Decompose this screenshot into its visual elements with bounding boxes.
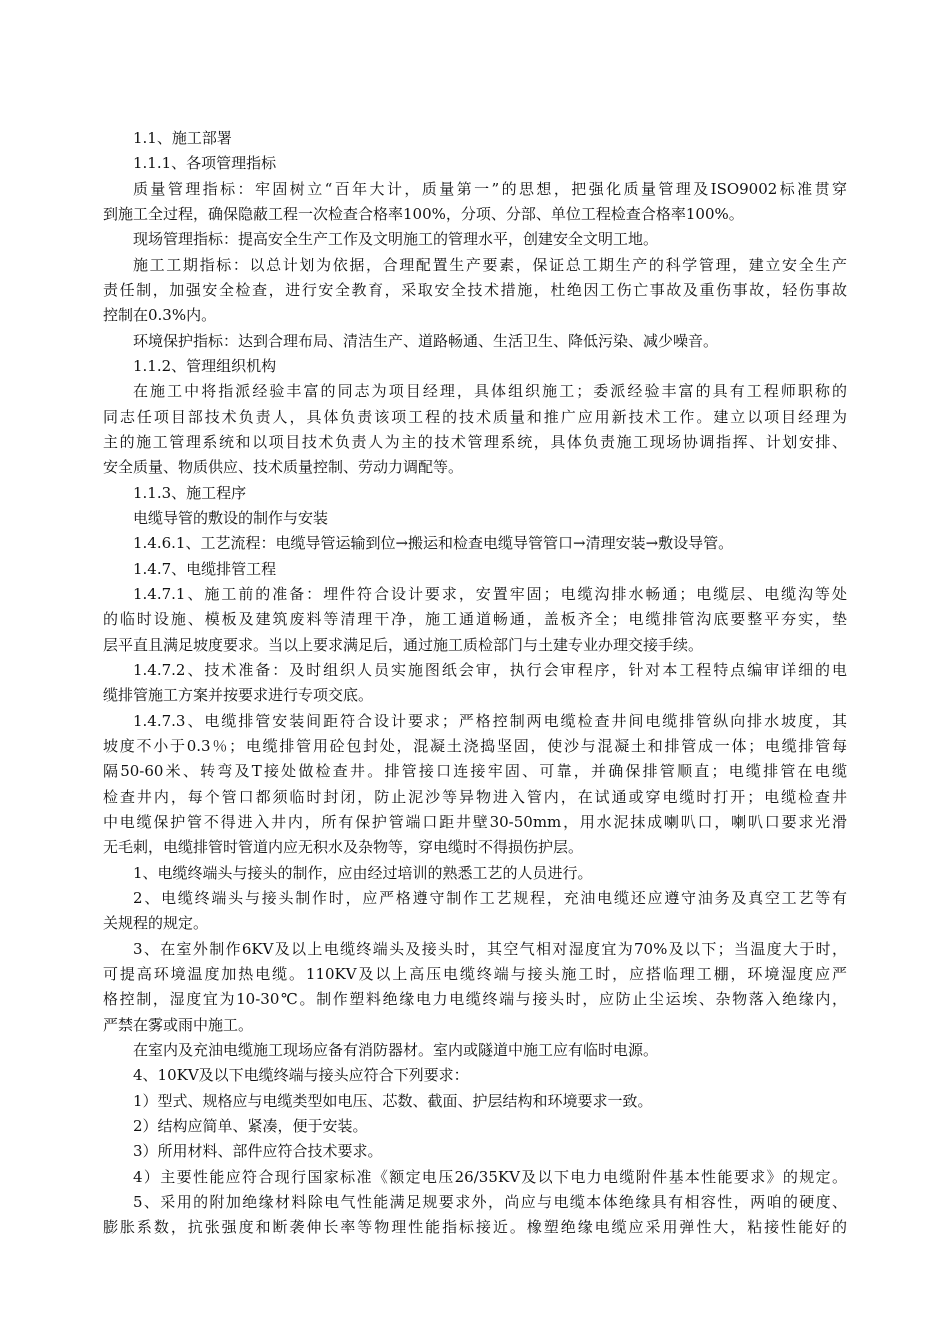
text-line: 5、采用的附加绝缘材料除电气性能满足规要求外，尚应与电缆本体绝缘具有相容性，两咱的硬度、 [133, 1193, 847, 1211]
text-line: 严禁在雾或雨中施工。 [103, 1016, 254, 1034]
text-line: 层平直且满足坡度要求。当以上要求满足后，通过施工质检部门与土建专业办理交接手续。 [103, 636, 704, 654]
heading-1-1-1: 1.1.1、各项管理指标 [133, 154, 277, 172]
text-line: 1.4.7.2、技术准备：及时组织人员实施图纸会审，执行会审程序，针对本工程特点编审详细的电 [133, 661, 847, 679]
text-line: 可提高环境温度加热电缆。110KV及以上高压电缆终端与接头施工时，应搭临理工棚，环境湿度应严 [103, 965, 847, 983]
text-line: 到施工全过程，确保隐蔽工程一次检查合格率100%，分项、分部、单位工程检查合格率100%。 [103, 205, 744, 223]
text-line: 1.4.7.1、施工前的准备：埋件符合设计要求，安置牢固；电缆沟排水畅通；电缆层、电缆沟等处 [133, 585, 847, 603]
text-line: 隔50-60米、转弯及T接处做检查井。排管接口连接牢固、可靠，并确保排管顺直；电缆排管在电缆 [103, 762, 847, 780]
text-line: 关规程的规定。 [103, 914, 209, 932]
text-line: 1.4.7.3、电缆排管安装间距符合设计要求；严格控制两电缆检查井间电缆排管纵向排水坡度，其 [133, 712, 847, 730]
text-line: 4、10KV及以下电缆终端与接头应符合下列要求： [133, 1066, 469, 1084]
text-line: 3）所用材料、部件应符合技术要求。 [133, 1142, 383, 1160]
text-line: 同志任项目部技术负责人，具体负责该项工程的技术质量和推广应用新技术工作。建立以项目经理为 [103, 408, 847, 426]
text-line: 环境保护指标：达到合理布局、清洁生产、道路畅通、生活卫生、降低污染、减少噪音。 [133, 332, 719, 350]
text-line: 检查井内，每个管口都须临时封闭，防止泥沙等异物进入管内，在试通或穿电缆时打开；电缆检查井 [103, 788, 847, 806]
text-line: 在室内及充油电缆施工现场应备有消防器材。室内或隧道中施工应有临时电源。 [133, 1041, 659, 1059]
text-line: 质量管理指标：牢固树立“百年大计，质量第一”的思想，把强化质量管理及ISO9002标准贯穿 [133, 180, 847, 198]
text-line: 施工工期指标：以总计划为依据，合理配置生产要素，保证总工期生产的科学管理，建立安全生产 [133, 256, 847, 274]
text-line: 的临时设施、模板及建筑废料等清理干净，施工通道畅通，盖板齐全；电缆排管沟底要整平夯实，垫 [103, 610, 847, 628]
text-line: 2）结构应简单、紧凑，便于安装。 [133, 1117, 368, 1135]
text-line: 安全质量、物质供应、技术质量控制、劳动力调配等。 [103, 458, 464, 476]
heading-1-4-7: 1.4.7、电缆排管工程 [133, 560, 277, 578]
text-line: 中电缆保护管不得进入井内，所有保护管端口距井壁30-50mm，用水泥抹成喇叭口，喇叭口要求光滑 [103, 813, 847, 831]
heading-1-1-3: 1.1.3、施工程序 [133, 484, 247, 502]
text-line: 主的施工管理系统和以项目技术负责人为主的技术管理系统，具体负责施工现场协调指挥、计划安排、 [103, 433, 847, 451]
text-line: 1）型式、规格应与电缆类型如电压、芯数、截面、护层结构和环境要求一致。 [133, 1092, 653, 1110]
text-line: 2、电缆终端头与接头制作时，应严格遵守制作工艺规程，充油电缆还应遵守油务及真空工艺等有 [133, 889, 847, 907]
heading-1-1-2: 1.1.2、管理组织机构 [133, 357, 277, 375]
text-line: 膨胀系数，抗张强度和断袭伸长率等物理性能指标接近。橡塑绝缘电缆应采用弹性大，粘接性能好的 [103, 1218, 847, 1236]
text-line: 4）主要性能应符合现行国家标准《额定电压26/35KV及以下电力电缆附件基本性能要求》的规定。 [133, 1168, 847, 1186]
text-line: 缆排管施工方案并按要求进行专项交底。 [103, 686, 374, 704]
text-line: 3、在室外制作6KV及以上电缆终端头及接头时，其空气相对湿度宜为70%及以下；当温度大于时， [133, 940, 847, 958]
heading-1-1: 1.1、施工部署 [133, 129, 232, 147]
text-line: 控制在0.3%内。 [103, 306, 217, 324]
text-line: 无毛刺，电缆排管时管道内应无积水及杂物等，穿电缆时不得损伤护层。 [103, 838, 584, 856]
text-line: 现场管理指标：提高安全生产工作及文明施工的管理水平，创建安全文明工地。 [133, 230, 659, 248]
text-line: 坡度不小于0.3％；电缆排管用砼包封处，混凝土浇捣坚固，使沙与混凝土和排管成一体；电缆排管每 [103, 737, 847, 755]
text-line: 1.4.6.1、工艺流程：电缆导管运输到位→搬运和检查电缆导管管口→清理安装→敷设导管。 [133, 534, 734, 552]
text-line: 责任制，加强安全检查，进行安全教育，采取安全技术措施，杜绝因工伤亡事故及重伤事故，轻伤事故 [103, 281, 847, 299]
text-line: 1、电缆终端头与接头的制作，应由经过培训的熟悉工艺的人员进行。 [133, 864, 593, 882]
text-line: 在施工中将指派经验丰富的同志为项目经理，具体组织施工；委派经验丰富的具有工程师职称的 [133, 382, 847, 400]
text-line: 电缆导管的敷设的制作与安装 [133, 509, 329, 527]
text-line: 格控制，湿度宜为10-30℃。制作塑料绝缘电力电缆终端与接头时，应防止尘运埃、杂物落入绝缘内， [103, 990, 847, 1008]
